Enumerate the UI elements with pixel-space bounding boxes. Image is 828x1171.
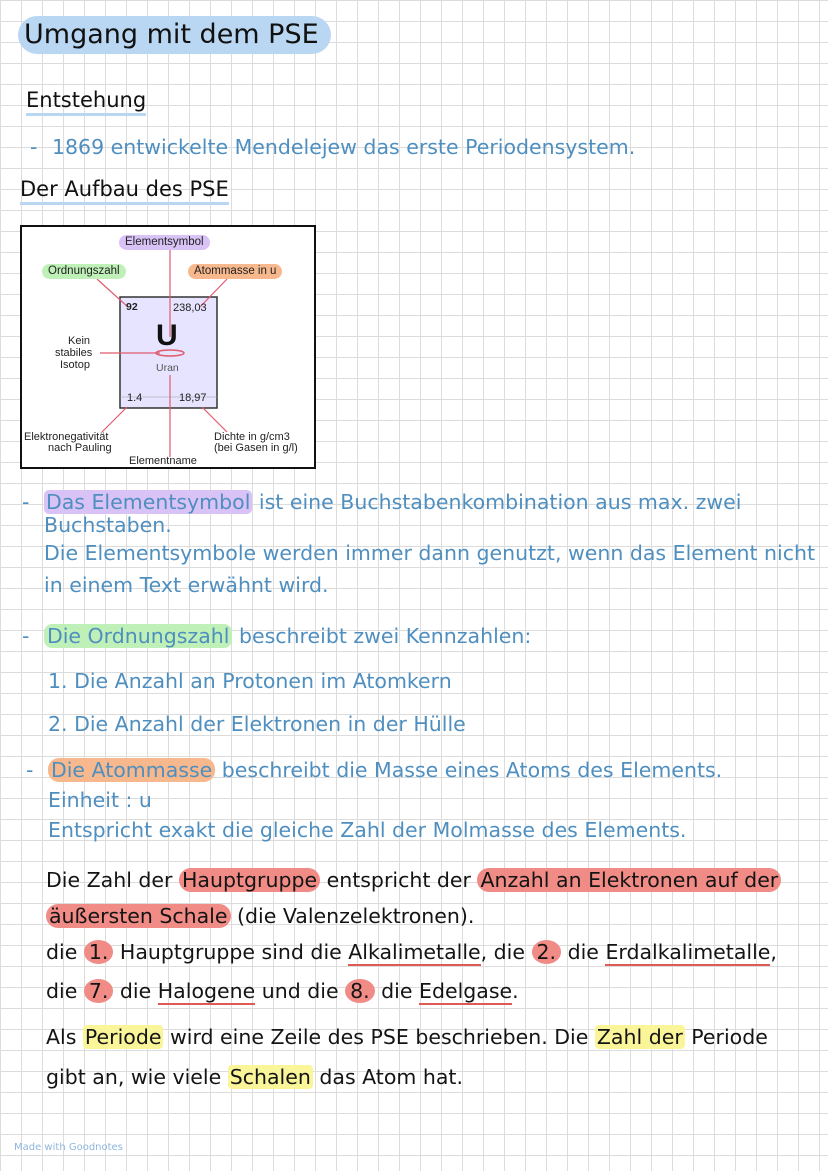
elektronegativitaet-value: 1.4: [127, 392, 143, 404]
atommasse-einheit: Einheit : u: [48, 788, 152, 812]
section-heading-entstehung: Entstehung: [26, 88, 146, 112]
highlight-anzahl-elektronen: Anzahl an Elektronen auf der: [477, 868, 781, 892]
term-erdalkalimetalle: Erdalkalimetalle: [605, 940, 771, 964]
highlight-aeusserste-schale: äußersten Schale: [46, 904, 231, 928]
periode-line-2: gibt an, wie viele Schalen das Atom hat.: [46, 1065, 463, 1089]
number-2-badge: 2.: [532, 940, 562, 964]
goodnotes-watermark: Made with Goodnotes: [14, 1142, 123, 1153]
element-symbol: U: [156, 319, 178, 352]
stabiles-label: stabiles: [55, 347, 93, 359]
ordnungszahl-value: 92: [126, 301, 138, 313]
label-atommasse: Atommasse in u: [188, 264, 282, 279]
periode-line-1: Als Periode wird eine Zeile des PSE beschrieben. Die Zahl der Periode: [46, 1025, 768, 1049]
number-8-badge: 8.: [345, 979, 375, 1003]
label-elektronegativitaet-2: nach Pauling: [48, 442, 112, 454]
term-alkalimetalle: Alkalimetalle: [348, 940, 481, 964]
isotop-label: Isotop: [60, 359, 90, 371]
atommasse-entspricht: Entspricht exakt die gleiche Zahl der Molmasse des Elements.: [48, 818, 687, 842]
highlight-atommasse: Die Atommasse: [48, 758, 215, 782]
hauptgruppe-line-3: die 1. Hauptgruppe sind die Alkalimetalle, die 2. die Erdalkalimetalle,: [46, 940, 777, 964]
highlight-periode: Periode: [84, 1025, 162, 1049]
element-diagram: [20, 225, 316, 469]
term-edelgase: Edelgase: [419, 979, 513, 1003]
section-heading-aufbau: Der Aufbau des PSE: [20, 177, 229, 201]
entstehung-line: - 1869 entwickelte Mendelejew das erste Periodensystem.: [30, 135, 636, 159]
dichte-value: 18,97: [179, 392, 207, 404]
label-elektronegativitaet-1: Elektronegativität: [24, 431, 109, 443]
kein-label: Kein: [68, 335, 91, 347]
elementsymbol-line-2: Buchstaben.: [44, 513, 172, 537]
number-1-badge: 1.: [84, 940, 114, 964]
highlight-schalen: Schalen: [229, 1065, 311, 1089]
highlight-zahl-der: Zahl der: [596, 1025, 683, 1049]
elementsymbol-line-1: - Das Elementsymbol ist eine Buchstabenkombination aus max. zwei: [22, 490, 742, 514]
hauptgruppe-line-2: äußersten Schale (die Valenzelektronen).: [46, 904, 474, 928]
label-elementsymbol: Elementsymbol: [119, 235, 210, 250]
hauptgruppe-line-1: Die Zahl der Hauptgruppe entspricht der Anzahl an Elektronen auf der: [46, 868, 781, 892]
highlight-hauptgruppe: Hauptgruppe: [179, 868, 320, 892]
elementsymbol-line-3: Die Elementsymbole werden immer dann genutzt, wenn das Element nicht: [44, 541, 816, 565]
hauptgruppe-line-4: die 7. die Halogene und die 8. die Edelgase.: [46, 979, 519, 1003]
label-dichte-1: Dichte in g/cm3: [214, 431, 290, 443]
element-name: Uran: [156, 362, 179, 374]
highlight-ordnungszahl: Die Ordnungszahl: [44, 624, 233, 648]
ordnungszahl-line: - Die Ordnungszahl beschreibt zwei Kennzahlen:: [22, 624, 532, 648]
ordnungszahl-item-1: 1. Die Anzahl an Protonen im Atomkern: [48, 669, 452, 693]
label-ordnungszahl: Ordnungszahl: [42, 264, 126, 279]
page-title: Umgang mit dem PSE: [18, 16, 331, 54]
label-dichte-2: (bei Gasen in g/l): [214, 442, 298, 454]
atommasse-line: - Die Atommasse beschreibt die Masse eines Atoms des Elements.: [26, 758, 723, 782]
label-elementname: Elementname: [129, 455, 197, 467]
number-7-badge: 7.: [84, 979, 114, 1003]
elementsymbol-line-4: in einem Text erwähnt wird.: [44, 573, 329, 597]
highlight-elementsymbol: Das Elementsymbol: [45, 490, 251, 514]
atommasse-value: 238,03: [173, 302, 207, 314]
term-halogene: Halogene: [157, 979, 256, 1003]
ordnungszahl-item-2: 2. Die Anzahl der Elektronen in der Hülle: [48, 712, 466, 736]
